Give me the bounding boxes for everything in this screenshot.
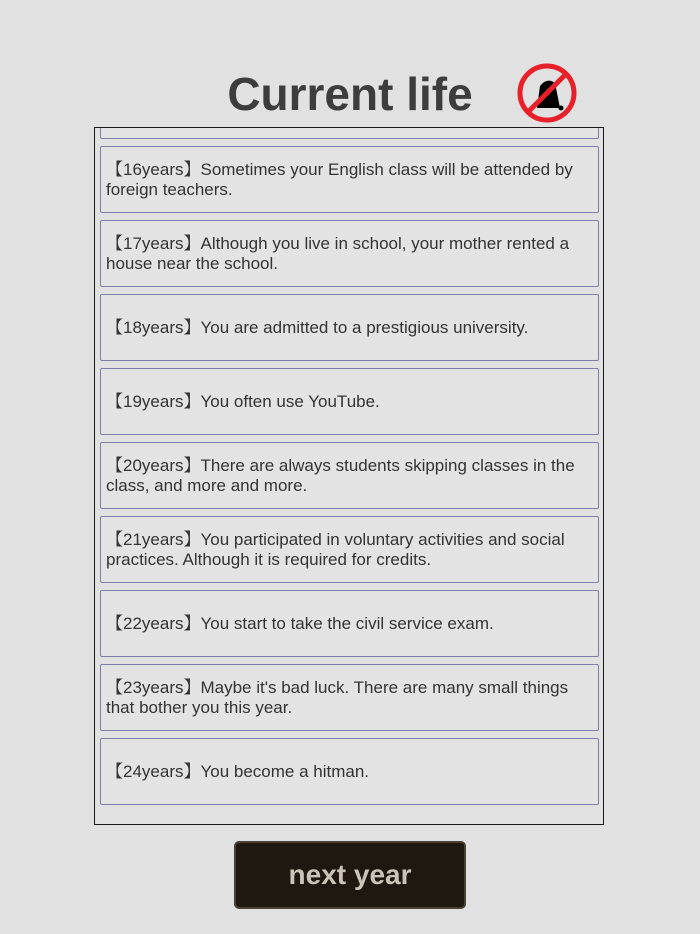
life-event-item: 【24years】You become a hitman. [100,738,599,805]
next-year-button[interactable]: next year [234,841,466,909]
life-event-item: 【21years】You participated in voluntary activities and social practices. Although it is required for credits. [100,516,599,583]
sound-off-icon [516,62,578,124]
life-event-item: 【20years】There are always students skipping classes in the class, and more and more. [100,442,599,509]
life-event-item: 【16years】Sometimes your English class will be attended by foreign teachers. [100,146,599,213]
life-event-item: 【19years】You often use YouTube. [100,368,599,435]
life-event-list-content [95,127,603,812]
mute-button[interactable] [516,62,578,124]
life-event-item: 【23years】Maybe it's bad luck. There are many small things that bother you this year. [100,664,599,731]
life-event-list[interactable] [94,127,604,825]
page-title: Current life [227,68,473,120]
life-event-item [100,127,599,139]
life-event-item: 【17years】Although you live in school, your mother rented a house near the school. [100,220,599,287]
life-event-item: 【22years】You start to take the civil service exam. [100,590,599,657]
life-event-item: 【18years】You are admitted to a prestigious university. [100,294,599,361]
